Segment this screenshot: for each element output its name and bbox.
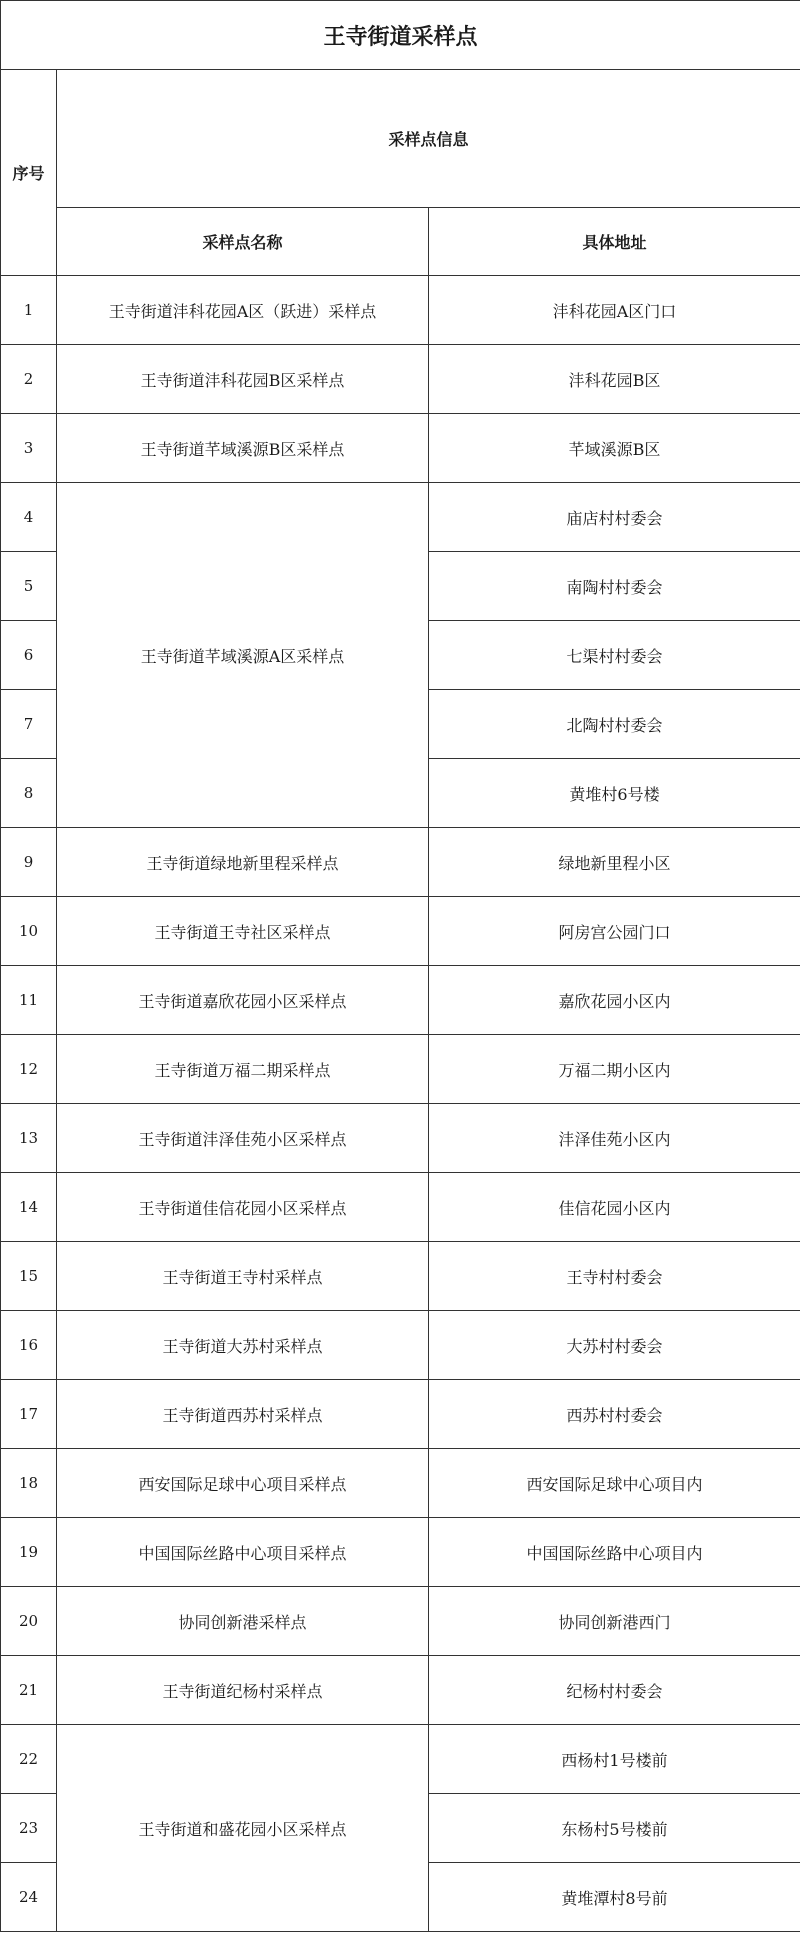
row-index: 7 [1,690,57,759]
row-site-name: 王寺街道沣科花园A区（跃进）采样点 [57,276,429,345]
table-row [1,276,800,345]
row-index: 1 [1,276,57,345]
row-index: 15 [1,1242,57,1311]
row-site-name: 王寺街道沣泽佳苑小区采样点 [57,1104,429,1173]
table-row [1,1518,800,1587]
row-site-name: 王寺街道芊域溪源B区采样点 [57,414,429,483]
table-row [1,1380,800,1449]
table-row [1,483,800,552]
header-row [1,70,800,208]
title-row [1,1,800,70]
row-address: 中国国际丝路中心项目内 [429,1518,800,1587]
row-site-name: 王寺街道大苏村采样点 [57,1311,429,1380]
row-index: 8 [1,759,57,828]
table-row [1,1656,800,1725]
table-row [1,897,800,966]
row-address: 王寺村村委会 [429,1242,800,1311]
row-address: 佳信花园小区内 [429,1173,800,1242]
row-index: 19 [1,1518,57,1587]
row-address: 西苏村村委会 [429,1380,800,1449]
row-site-name: 王寺街道嘉欣花园小区采样点 [57,966,429,1035]
row-address: 西安国际足球中心项目内 [429,1449,800,1518]
row-site-name: 王寺街道绿地新里程采样点 [57,828,429,897]
row-address: 黄堆潭村8号前 [429,1863,800,1932]
row-site-name: 王寺街道芊域溪源A区采样点 [57,483,429,828]
table-row [1,414,800,483]
row-index: 22 [1,1725,57,1794]
row-index: 18 [1,1449,57,1518]
row-address: 南陶村村委会 [429,552,800,621]
row-address: 绿地新里程小区 [429,828,800,897]
row-index: 17 [1,1380,57,1449]
subheader-row [1,208,800,276]
table-row [1,1311,800,1380]
row-address: 纪杨村村委会 [429,1656,800,1725]
row-site-name: 王寺街道王寺村采样点 [57,1242,429,1311]
table-row [1,828,800,897]
table-row [1,1725,800,1794]
row-site-name: 西安国际足球中心项目采样点 [57,1449,429,1518]
row-address: 协同创新港西门 [429,1587,800,1656]
row-address: 万福二期小区内 [429,1035,800,1104]
table-row [1,1173,800,1242]
row-index: 9 [1,828,57,897]
row-site-name: 中国国际丝路中心项目采样点 [57,1518,429,1587]
table-row [1,1242,800,1311]
row-site-name: 王寺街道纪杨村采样点 [57,1656,429,1725]
header-address: 具体地址 [429,208,800,276]
row-address: 七渠村村委会 [429,621,800,690]
row-index: 14 [1,1173,57,1242]
row-index: 13 [1,1104,57,1173]
row-index: 16 [1,1311,57,1380]
row-address: 大苏村村委会 [429,1311,800,1380]
row-site-name: 王寺街道佳信花园小区采样点 [57,1173,429,1242]
row-index: 11 [1,966,57,1035]
row-address: 阿房宫公园门口 [429,897,800,966]
row-index: 10 [1,897,57,966]
row-site-name: 王寺街道沣科花园B区采样点 [57,345,429,414]
table-title: 王寺街道采样点 [1,1,800,70]
row-site-name: 王寺街道西苏村采样点 [57,1380,429,1449]
row-address: 沣科花园B区 [429,345,800,414]
row-index: 12 [1,1035,57,1104]
row-index: 4 [1,483,57,552]
header-name: 采样点名称 [57,208,429,276]
row-site-name: 王寺街道和盛花园小区采样点 [57,1725,429,1932]
row-index: 5 [1,552,57,621]
row-address: 沣科花园A区门口 [429,276,800,345]
row-site-name: 王寺街道王寺社区采样点 [57,897,429,966]
row-address: 芊域溪源B区 [429,414,800,483]
header-index: 序号 [1,70,57,276]
row-address: 庙店村村委会 [429,483,800,552]
row-index: 6 [1,621,57,690]
header-group: 采样点信息 [57,70,800,208]
row-index: 20 [1,1587,57,1656]
row-address: 沣泽佳苑小区内 [429,1104,800,1173]
table-row [1,966,800,1035]
table-row [1,1449,800,1518]
row-index: 21 [1,1656,57,1725]
row-address: 北陶村村委会 [429,690,800,759]
table-row [1,1035,800,1104]
table-row [1,1587,800,1656]
table-row [1,345,800,414]
row-index: 23 [1,1794,57,1863]
row-site-name: 王寺街道万福二期采样点 [57,1035,429,1104]
row-site-name: 协同创新港采样点 [57,1587,429,1656]
row-index: 24 [1,1863,57,1932]
row-address: 西杨村1号楼前 [429,1725,800,1794]
row-address: 东杨村5号楼前 [429,1794,800,1863]
table-row [1,1104,800,1173]
row-index: 2 [1,345,57,414]
row-address: 嘉欣花园小区内 [429,966,800,1035]
row-index: 3 [1,414,57,483]
row-address: 黄堆村6号楼 [429,759,800,828]
